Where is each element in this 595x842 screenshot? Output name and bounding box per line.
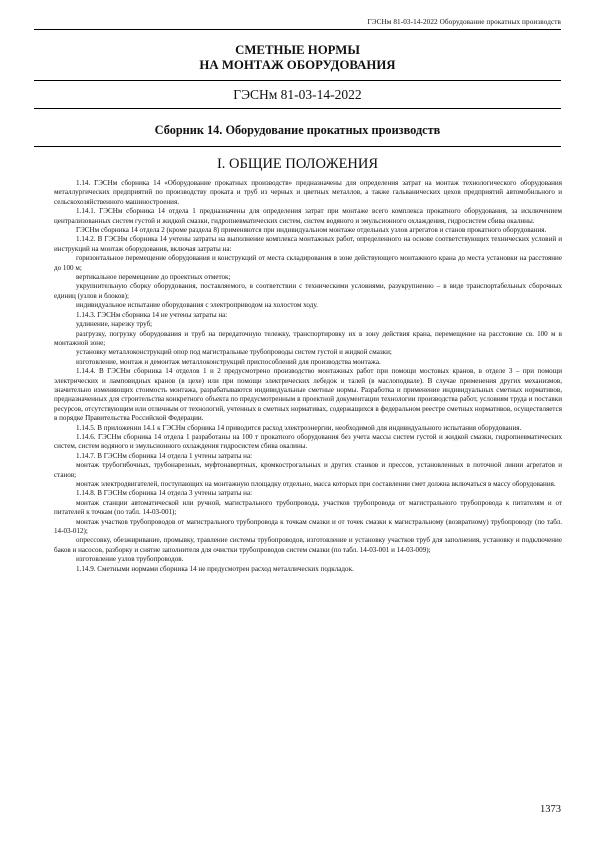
- paragraph: 1.14.1. ГЭСНм сборника 14 отдела 1 предназначены для определения затрат при монтаже всего комплекса прокатного оборудования, за исключением централизованных систем густой и жидкой смазки, гидропневматических систем, систем водяного и эмульсионного охлаждения, гидросистем сбива окалины.: [54, 207, 562, 225]
- divider: [34, 108, 561, 109]
- paragraph: опрессовку, обезжиривание, промывку, травление системы трубопроводов, изготовление и установку участков труб для заполнения, установку и подключение баков и насосов, разборку и снятие заполнителя для очистки трубопроводов систем смазки (по табл. 14-03-001 и 14-03-009);: [54, 536, 562, 554]
- paragraph: монтаж электродвигателей, поступающих на монтажную площадку отдельно, масса которых при составлении смет должна включаться в массу оборудования.: [76, 480, 556, 488]
- paragraph: вертикальное перемещение до проектных отметок;: [76, 273, 231, 282]
- paragraph: удлинение, нарезку труб;: [76, 320, 153, 329]
- paragraph: 1.14.5. В приложении 14.1 к ГЭСНм сборника 14 приводится расход электроэнергии, необходимой для индивидуального испытания оборудования.: [76, 423, 522, 432]
- paragraph: 1.14.4. В ГЭСНм сборника 14 отделов 1 и 2 предусмотрено производство монтажных работ при помощи мостовых кранов, в отделе 3 – при помощи электрических и ламповидных кранов (в цехе) или при помощи электрических лебедок и талей (в маслоподвале). В случае применения других механизмов, значительно изменяющих стоимость монтажа, разрабатываются индивидуальные сметные нормы. Разработка и применение индивидуальных сметных нормативов, предназначенных для строительства конкретного объекта по предусмотренным в проектной документации технологии производства работ, условиям труда и поставки ресурсов, отсутствующим или отличным от технологий, учтенных в сметных нормативах, содержащихся в федеральном реестре сметных нормативов, осуществляется в порядке Правительства Российской Федерации.: [54, 367, 562, 423]
- paragraph: изготовление, монтаж и демонтаж металлоконструкций приспособлений для производства монтажа.: [76, 357, 381, 366]
- main-title-line-1: СМЕТНЫЕ НОРМЫ: [235, 43, 360, 57]
- running-header: ГЭСНм 81-03-14-2022 Оборудование прокатных производств: [367, 18, 561, 26]
- paragraph: 1.14. ГЭСНм сборника 14 «Оборудование прокатных производств» предназначены для определения затрат на монтаж технологического оборудования металлургических предприятий по производству проката и труб из черных и цветных металлов, а также гальванических цехов предприятий автомобильного и сельскохозяйственного машиностроения.: [54, 179, 562, 206]
- paragraph: индивидуальное испытание оборудования с электроприводом на холостом ходу.: [76, 301, 318, 310]
- paragraph: разгрузку, погрузку оборудования и труб на передаточную тележку, транспортировку их в зону действия крана, перемещение на расстояние св. 100 м в монтажной зоне;: [54, 329, 562, 347]
- paragraph: монтаж трубогибочных, трубонарезных, муфтонавертных, кромкострогальных и других станков и прессов, установленных в поточной линии агрегатов и станов;: [54, 461, 562, 479]
- document-code: ГЭСНм 81-03-14-2022: [233, 87, 362, 102]
- paragraph: ГЭСНм сборника 14 отдела 2 (кроме раздела 8) применяются при индивидуальном монтаже отдельных узлов агрегатов и станов прокатного оборудования.: [76, 226, 547, 235]
- divider: [34, 80, 561, 81]
- paragraph: изготовление узлов трубопроводов.: [76, 555, 184, 564]
- paragraph: укрупнительную сборку оборудования, поставляемого, в соответствии с техническими условиями, разукрупненно – в виде транспортабельных сборочных единиц (узлов и блоков);: [54, 282, 562, 300]
- main-title: [0, 43, 595, 73]
- paragraph: 1.14.9. Сметными нормами сборника 14 не предусмотрен расход металлических подкладок.: [76, 564, 354, 573]
- paragraph: 1.14.8. В ГЭСНм сборника 14 отдела 3 учтены затраты на:: [76, 489, 253, 498]
- page-number: 1373: [540, 804, 561, 815]
- paragraph: горизонтальное перемещение оборудования и конструкций от места складирования в зоне действующего монтажного крана до места установки на расстояние до 100 м;: [54, 254, 562, 272]
- paragraph: установку металлоконструкций опор под магистральные трубопроводы систем густой и жидкой смазки;: [76, 348, 392, 357]
- paragraph: 1.14.6. ГЭСНм сборника 14 отдела 1 разработаны на 100 т прокатного оборудования без учета массы систем густой и жидкой смазки, гидропневматических систем, систем водяного и эмульсионного охлаждения гидросистем сбива окалины.: [54, 432, 562, 451]
- main-title-line-2: НА МОНТАЖ ОБОРУДОВАНИЯ: [199, 58, 396, 72]
- paragraph: монтаж участков трубопроводов от магистрального трубопровода к точкам смазки и от точек смазки к магистральному (возвратному) трубопроводу (по табл. 14-03-012);: [54, 517, 562, 536]
- collection-title: Сборник 14. Оборудование прокатных производств: [154, 123, 441, 137]
- section-heading: I. ОБЩИЕ ПОЛОЖЕНИЯ: [216, 156, 379, 172]
- header-rule: [34, 29, 561, 30]
- paragraph: 1.14.3. ГЭСНм сборника 14 не учтены затраты на:: [76, 310, 228, 319]
- body-text: [54, 179, 562, 574]
- paragraph: монтаж станции автоматической или ручной, магистрального трубопровода, участков трубопровода от магистрального трубопровода к питателям и от питателей к точкам (по табл. 14-03-001);: [54, 498, 562, 517]
- divider: [34, 146, 561, 147]
- paragraph: 1.14.2. В ГЭСНм сборника 14 учтены затраты на выполнение комплекса монтажных работ, определенного на основе соответствующих технических условий и инструкций на монтаж оборудования, включая затраты на:: [54, 235, 562, 253]
- paragraph: 1.14.7. В ГЭСНм сборника 14 отдела 1 учтены затраты на:: [76, 451, 253, 460]
